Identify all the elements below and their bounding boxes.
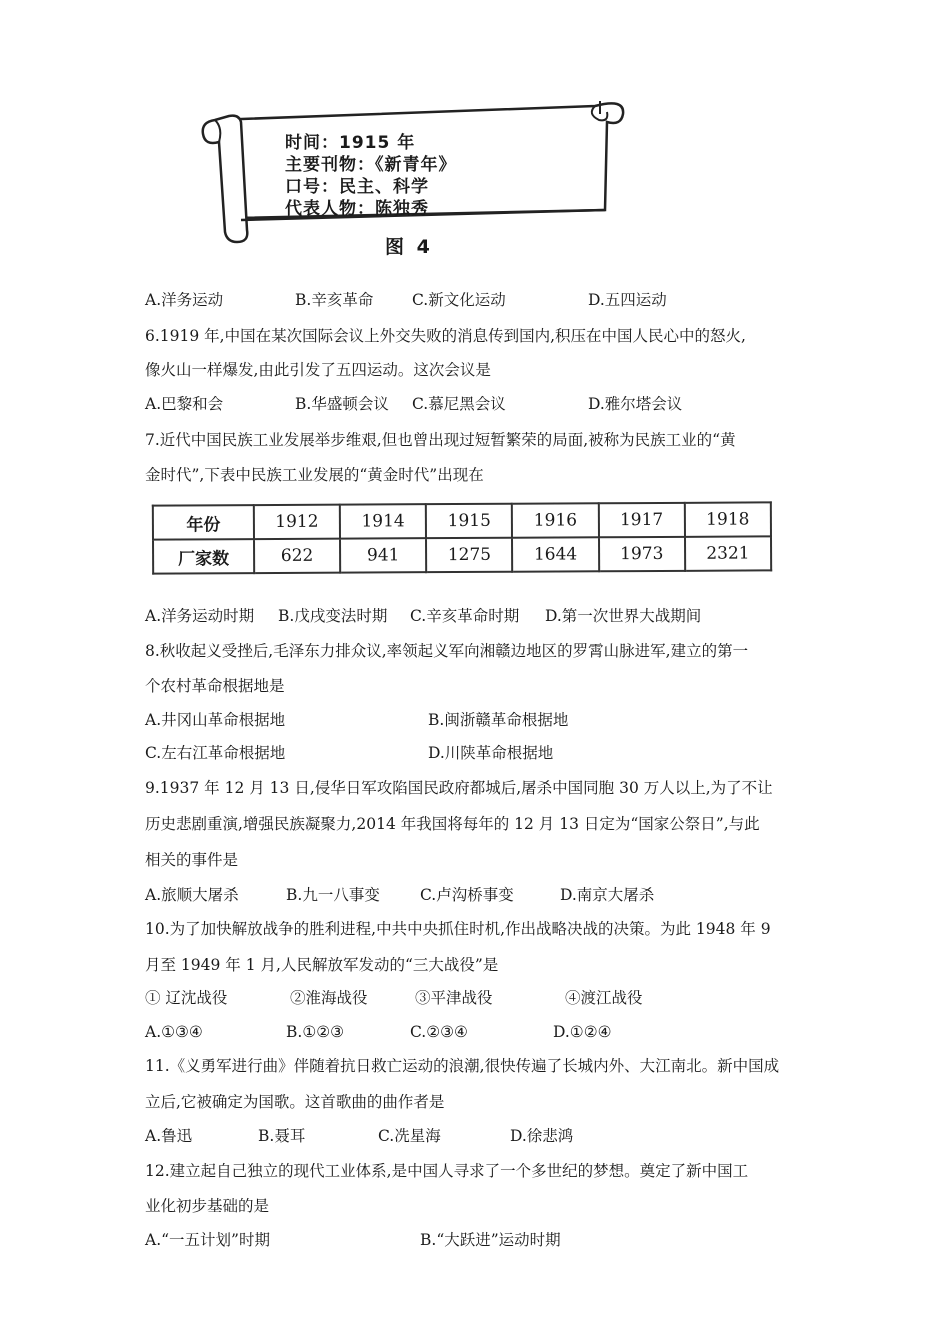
- q5-option-a: A.洋务运动: [145, 291, 224, 309]
- table-cell: 1275: [426, 538, 512, 572]
- q10-item-1: ① 辽沈战役: [145, 989, 228, 1007]
- q7-stem-line-2: 金时代”,下表中民族工业发展的“黄金时代”出现在: [145, 466, 484, 484]
- q10-option-b: B.①②③: [286, 1023, 345, 1041]
- q6-option-b: B.华盛顿会议: [295, 395, 389, 413]
- q5-option-b: B.辛亥革命: [295, 291, 374, 309]
- q10-item-3: ③平津战役: [415, 989, 493, 1007]
- q9-stem-line-3: 相关的事件是: [145, 851, 239, 869]
- q10-option-d: D.①②④: [553, 1023, 612, 1041]
- q6-stem-line-2: 像火山一样爆发,由此引发了五四运动。这次会议是: [145, 361, 491, 379]
- q12-stem-line-1: 12.建立起自己独立的现代工业体系,是中国人寻求了一个多世纪的梦想。奠定了新中国工: [145, 1162, 749, 1180]
- q5-option-c: C.新文化运动: [412, 291, 506, 309]
- q9-option-a: A.旅顺大屠杀: [145, 886, 239, 904]
- table-cell: 1918: [685, 502, 771, 536]
- q8-option-a: A.井冈山革命根据地: [145, 711, 286, 729]
- figure-caption: 图 4: [385, 236, 433, 258]
- q7-option-d: D.第一次世界大战期间: [545, 607, 702, 625]
- scroll-line-person: 代表人物：陈独秀: [285, 199, 429, 219]
- q10-item-4: ④渡江战役: [565, 989, 643, 1007]
- table-header-year: 年份: [153, 505, 254, 540]
- q10-stem-line-1: 10.为了加快解放战争的胜利进程,中共中央抓住时机,作出战略决战的决策。为此 1948 年 9: [145, 920, 771, 938]
- scroll-line-time: 时间：1915 年: [285, 133, 416, 153]
- table-row-counts: [153, 536, 771, 573]
- q11-option-b: B.聂耳: [258, 1127, 306, 1145]
- q10-option-a: A.①③④: [145, 1023, 203, 1041]
- q8-stem-line-1: 8.秋收起义受挫后,毛泽东力排众议,率领起义军向湘赣边地区的罗霄山脉进军,建立的第一: [145, 642, 749, 660]
- q9-option-b: B.九一八事变: [286, 886, 380, 904]
- q11-stem-line-1: 11.《义勇军进行曲》伴随着抗日救亡运动的浪潮,很快传遍了长城内外、大江南北。新中国成: [145, 1057, 780, 1075]
- q8-option-b: B.闽浙赣革命根据地: [428, 711, 569, 729]
- table-cell: 1916: [512, 503, 598, 537]
- q7-option-a: A.洋务运动时期: [145, 607, 255, 625]
- table-cell: 941: [340, 538, 426, 572]
- scroll-line-slogan: 口号：民主、科学: [285, 177, 429, 197]
- table-cell: 1912: [254, 505, 340, 539]
- q11-option-d: D.徐悲鸿: [510, 1127, 574, 1145]
- q7-stem-line-1: 7.近代中国民族工业发展举步维艰,但也曾出现过短暂繁荣的局面,被称为民族工业的“黄: [145, 431, 736, 449]
- q10-option-c: C.②③④: [410, 1023, 468, 1041]
- q10-stem-line-2: 月至 1949 年 1 月,人民解放军发动的“三大战役”是: [145, 956, 499, 974]
- q6-option-d: D.雅尔塔会议: [588, 395, 683, 413]
- q12-option-a: A.“一五计划”时期: [145, 1231, 270, 1249]
- table-cell: 1973: [599, 537, 685, 571]
- q9-option-d: D.南京大屠杀: [560, 886, 655, 904]
- q11-option-a: A.鲁迅: [145, 1127, 193, 1145]
- q10-item-2: ②淮海战役: [290, 989, 368, 1007]
- q12-option-b: B.“大跃进”运动时期: [420, 1231, 561, 1249]
- scroll-line-journal: 主要刊物：《新青年》: [285, 155, 457, 175]
- factory-count-table: [152, 501, 772, 574]
- q11-stem-line-2: 立后,它被确定为国歌。这首歌曲的曲作者是: [145, 1093, 445, 1111]
- q9-stem-line-2: 历史悲剧重演,增强民族凝聚力,2014 年我国将每年的 12 月 13 日定为“国家公祭日”,与此: [145, 815, 760, 833]
- q6-option-c: C.慕尼黑会议: [412, 395, 506, 413]
- q8-stem-line-2: 个农村革命根据地是: [145, 677, 285, 695]
- q9-option-c: C.卢沟桥事变: [420, 886, 514, 904]
- table-cell: 622: [254, 539, 340, 573]
- q8-option-d: D.川陕革命根据地: [428, 744, 554, 762]
- q12-stem-line-2: 业化初步基础的是: [145, 1197, 270, 1215]
- q8-option-c: C.左右江革命根据地: [145, 744, 286, 762]
- q6-stem-line-1: 6.1919 年,中国在某次国际会议上外交失败的消息传到国内,积压在中国人民心中的怒火,: [145, 327, 746, 345]
- table-cell: 1644: [512, 537, 598, 571]
- q7-option-c: C.辛亥革命时期: [410, 607, 520, 625]
- table-row-years: [153, 502, 771, 539]
- table-cell: 1914: [340, 504, 426, 538]
- q6-option-a: A.巴黎和会: [145, 395, 224, 413]
- table-header-count: 厂家数: [153, 539, 254, 574]
- q9-stem-line-1: 9.1937 年 12 月 13 日,侵华日军攻陷国民政府都城后,屠杀中国同胞 30 万人以上,为了不让: [145, 779, 773, 797]
- q5-option-d: D.五四运动: [588, 291, 667, 309]
- q7-option-b: B.戊戌变法时期: [278, 607, 388, 625]
- table-cell: 2321: [685, 536, 771, 570]
- table-cell: 1917: [598, 503, 684, 537]
- table-cell: 1915: [426, 504, 512, 538]
- q11-option-c: C.冼星海: [378, 1127, 441, 1145]
